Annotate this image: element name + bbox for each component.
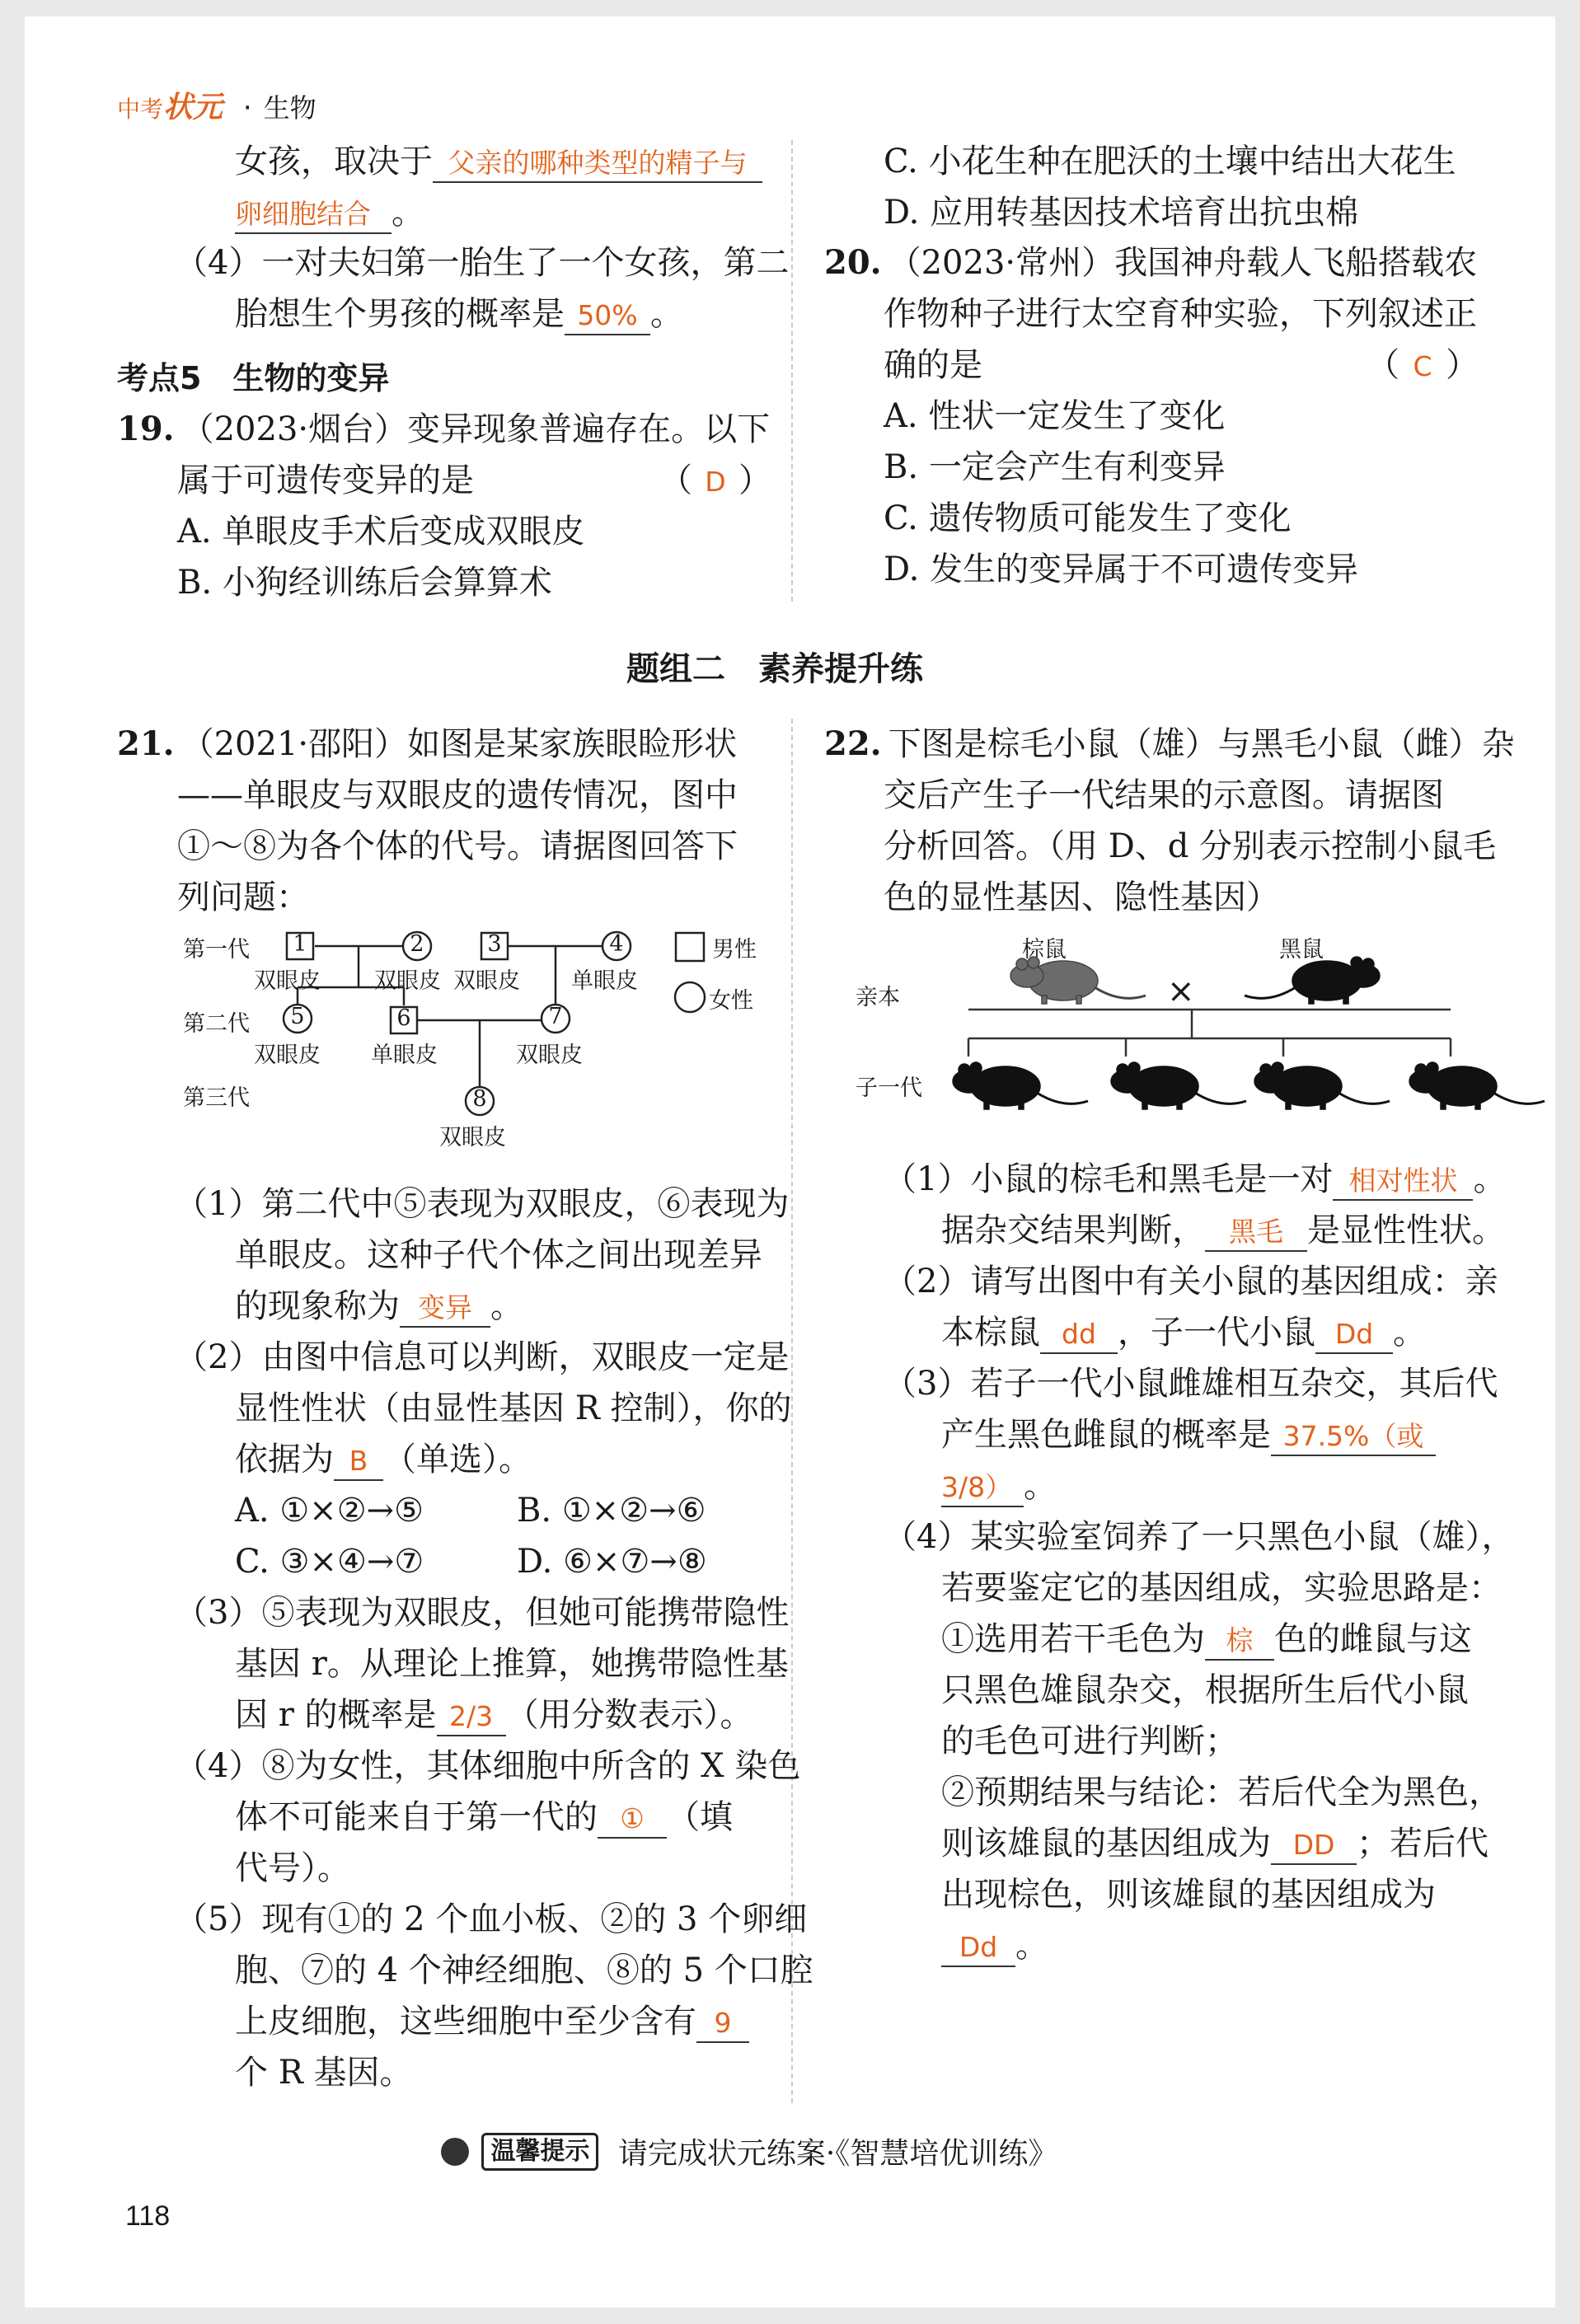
brown-mouse-label: 棕鼠: [1022, 937, 1067, 963]
q22-line2: 交后产生子一代结果的示意图。请据图: [884, 776, 1444, 814]
individual-3-phenotype: 双眼皮: [453, 968, 520, 994]
individual-5-phenotype: 双眼皮: [254, 1043, 321, 1068]
brown-parent-mouse: [1010, 957, 1146, 1004]
q22-s4-line2: 若要鉴定它的基因组成，实验思路是：: [941, 1569, 1502, 1607]
individual-2-phenotype: 双眼皮: [374, 968, 441, 994]
q22-line3: 分析回答。（用 D、d 分别表示控制小鼠毛: [884, 827, 1497, 865]
q22-line4: 色的显性基因、隐性基因）: [884, 879, 1279, 916]
q21-s2-line1: （2）由图中信息可以判断，双眼皮一定是: [175, 1338, 790, 1376]
q20-option-d: D. 发生的变异属于不可遗传变异: [884, 551, 1359, 588]
individual-7-number: 7: [548, 1004, 563, 1029]
q21-line4: 列问题：: [177, 879, 309, 916]
brand-main: 状元: [163, 91, 223, 124]
q21-s5-line4: 个 R 基因。: [235, 2054, 413, 2092]
q21-s3-line3: 因 r 的概率是 2/3 （用分数表示）。: [235, 1689, 753, 1741]
q20-option-b: B. 一定会产生有利变异: [884, 448, 1226, 486]
q22-s1-answer1: 相对性状: [1333, 1163, 1473, 1201]
q20-number: 20.: [824, 243, 882, 282]
q21-s4-answer: ①: [598, 1801, 667, 1839]
q22-s1-line1: （1）小鼠的棕毛和黑毛是一对 相对性状 。: [884, 1154, 1506, 1205]
q22-s2-answer1: dd: [1040, 1316, 1118, 1354]
q21-s2-option-b: B. ①×②→⑥: [517, 1492, 706, 1530]
header-dot: ·: [242, 91, 252, 124]
q18-4-answer: 50%: [565, 298, 650, 335]
q19-number: 19.: [117, 410, 175, 448]
q21-s4-line2: 体不可能来自于第一代的 ① （填: [235, 1792, 733, 1843]
offspring-mouse-4: [1409, 1062, 1545, 1109]
q22-s4-answer2: DD: [1271, 1827, 1357, 1865]
q19-option-c: C. 小花生种在肥沃的土壤中结出大花生: [884, 143, 1456, 180]
q22-s2-line2: 本棕鼠 dd ，子一代小鼠 Dd 。: [941, 1307, 1426, 1358]
q20-bracket: （ C ）: [1367, 340, 1479, 392]
parent-label: 亲本: [856, 985, 900, 1010]
page-number: 118: [125, 2200, 171, 2232]
q18-answer-part1: 父亲的哪种类型的精子与: [433, 145, 762, 183]
q21-s1-line3: 的现象称为 变异 。: [235, 1281, 523, 1332]
q20-line3: 确的是: [884, 346, 982, 384]
q21-s3-line1: （3）⑤表现为双眼皮，但她可能携带隐性: [175, 1594, 790, 1632]
q22-s4-answer1: 棕: [1205, 1623, 1274, 1661]
q19-line1: 19. （2023·烟台）变异现象普遍存在。以下: [117, 410, 771, 448]
q22-s4-answer3: Dd: [941, 1929, 1015, 1967]
f1-label: 子一代: [856, 1075, 922, 1101]
tip-label: 温馨提示: [481, 2133, 598, 2171]
individual-7-phenotype: 双眼皮: [516, 1043, 583, 1068]
q20-line2: 作物种子进行太空育种实验，下列叙述正: [884, 295, 1477, 333]
q22-number: 22.: [824, 724, 882, 763]
q22-s4-line6: ②预期结果与结论：若后代全为黑色，: [941, 1773, 1502, 1811]
q22-line1: 22. 下图是棕毛小鼠（雄）与黑毛小鼠（雌）杂: [824, 724, 1515, 763]
q21-s2-option-a: A. ①×②→⑤: [235, 1492, 424, 1530]
q18-line2: 卵细胞结合 。: [235, 187, 424, 238]
q20-option-a: A. 性状一定发生了变化: [884, 397, 1226, 435]
q21-s4-line3: 代号）。: [235, 1849, 350, 1887]
group2-title: 题组二 素养提升练: [626, 650, 923, 688]
gen3-label: 第三代: [183, 1085, 250, 1111]
subject-label: 生物: [263, 92, 316, 124]
page: [25, 16, 1555, 2308]
q19-option-d: D. 应用转基因技术培育出抗虫棉: [884, 194, 1359, 232]
individual-8-phenotype: 双眼皮: [439, 1125, 506, 1150]
q22-s4-line1: （4）某实验室饲养了一只黑色小鼠（雄），: [884, 1518, 1515, 1556]
q22-s4-line7: 则该雄鼠的基因组成为 DD ；若后代: [941, 1818, 1489, 1869]
q19-bracket: （ D ）: [659, 455, 771, 508]
q18-4-line2: 胎想生个男孩的概率是 50% 。: [235, 288, 683, 340]
q21-s2-line3: 依据为 B （单选）。: [235, 1434, 532, 1485]
q19-line2: 属于可遗传变异的是: [177, 462, 474, 499]
q22-s3-answer-part2: 3/8）: [941, 1469, 1024, 1507]
q21-line1: 21. （2021·邵阳）如图是某家族眼睑形状: [117, 724, 738, 763]
q20-option-c: C. 遗传物质可能发生了变化: [884, 499, 1292, 537]
footer-tip: [441, 2130, 1057, 2172]
offspring-mouse-3: [1254, 1062, 1390, 1109]
q21-s2-line2: 显性性状（由显性基因 R 控制），你的: [235, 1389, 792, 1427]
individual-3-number: 3: [487, 931, 502, 957]
q22-s4-line4: 只黑色雄鼠杂交，根据所生后代小鼠: [941, 1671, 1469, 1709]
q22-s1-line2: 据杂交结果判断， 黑毛 是显性性状。: [941, 1205, 1505, 1256]
black-parent-mouse: [1245, 957, 1380, 1004]
q21-s2-option-c: C. ③×④→⑦: [235, 1543, 424, 1581]
q21-s1-line2: 单眼皮。这种子代个体之间出现差异: [235, 1236, 762, 1274]
q21-s2-answer: B: [334, 1443, 383, 1481]
q21-line3: ①～⑧为各个体的代号。请据图回答下: [177, 827, 738, 865]
q21-s5-line2: 胞、⑦的 4 个神经细胞、⑧的 5 个口腔: [235, 1952, 813, 1989]
brand-prefix: 中考: [117, 96, 164, 123]
section5-title: 考点5 生物的变异: [117, 360, 390, 396]
tip-text: 请完成状元练案·《智慧培优训练》: [617, 2137, 1058, 2171]
legend-male-label: 男性: [712, 937, 757, 963]
individual-4-phenotype: 单眼皮: [571, 968, 638, 994]
q18-line1: 女孩，取决于 父亲的哪种类型的精子与: [235, 136, 762, 187]
gen2-label: 第二代: [183, 1011, 250, 1037]
individual-8-number: 8: [472, 1086, 487, 1112]
individual-6-number: 6: [396, 1005, 411, 1031]
individual-6-phenotype: 单眼皮: [371, 1043, 438, 1068]
q20-line1: 20. （2023·常州）我国神舟载人飞船搭载农: [824, 243, 1478, 282]
q22-s4-line3: ①选用若干毛色为 棕 色的雌鼠与这: [941, 1614, 1472, 1665]
q21-s3-line2: 基因 r。从理论上推算，她携带隐性基: [235, 1645, 789, 1683]
q22-s3-line3: 3/8） 。: [941, 1460, 1057, 1511]
q21-s5-line1: （5）现有①的 2 个血小板、②的 3 个卵细: [175, 1900, 808, 1938]
q19-answer: D: [705, 466, 726, 498]
cross-symbol: ×: [1167, 972, 1195, 1010]
q18-answer-part2: 卵细胞结合: [235, 196, 391, 234]
q21-number: 21.: [117, 724, 175, 763]
individual-4-number: 4: [609, 931, 624, 957]
q21-s4-line1: （4）⑧为女性，其体细胞中所含的 X 染色: [175, 1747, 801, 1785]
q18-4-line1: （4）一对夫妇第一胎生了一个女孩，第二: [175, 244, 790, 282]
q19-option-b: B. 小狗经训练后会算算术: [177, 564, 552, 602]
q22-s4-line5: 的毛色可进行判断；: [941, 1722, 1238, 1760]
offspring-mouse-2: [1111, 1062, 1246, 1109]
individual-1-phenotype: 双眼皮: [254, 968, 321, 994]
q22-s3-line1: （3）若子一代小鼠雌雄相互杂交，其后代: [884, 1365, 1498, 1403]
black-mouse-label: 黑鼠: [1279, 937, 1324, 963]
q22-s4-line9: Dd 。: [941, 1920, 1048, 1971]
q22-s3-line2: 产生黑色雌鼠的概率是 37.5%（或: [941, 1409, 1436, 1460]
q22-s2-answer2: Dd: [1315, 1316, 1393, 1354]
q21-s1-line1: （1）第二代中⑤表现为双眼皮，⑥表现为: [175, 1185, 790, 1223]
q22-s3-answer-part1: 37.5%（或: [1271, 1418, 1436, 1456]
individual-2-number: 2: [410, 931, 424, 957]
q22-s2-line1: （2）请写出图中有关小鼠的基因组成：亲: [884, 1263, 1498, 1300]
q19-option-a: A. 单眼皮手术后变成双眼皮: [177, 513, 585, 551]
q21-line2: ——单眼皮与双眼皮的遗传情况，图中: [177, 776, 738, 814]
q21-s3-answer: 2/3: [437, 1698, 506, 1736]
tip-icon: [441, 2138, 469, 2166]
q20-answer: C: [1413, 350, 1432, 382]
gen1-label: 第一代: [183, 937, 250, 963]
q21-s5-answer: 9: [696, 2005, 749, 2043]
q22-s1-answer2: 黑毛: [1205, 1214, 1307, 1252]
individual-1-number: 1: [293, 931, 307, 957]
legend-female-label: 女性: [709, 988, 753, 1014]
q21-s2-option-d: D. ⑥×⑦→⑧: [517, 1543, 707, 1581]
q22-s4-line8: 出现棕色，则该雄鼠的基因组成为: [941, 1876, 1436, 1914]
q21-s1-answer: 变异: [400, 1290, 490, 1328]
individual-5-number: 5: [290, 1004, 305, 1029]
q21-s5-line3: 上皮细胞，这些细胞中至少含有 9: [235, 1996, 749, 2047]
offspring-mouse-1: [953, 1062, 1088, 1109]
